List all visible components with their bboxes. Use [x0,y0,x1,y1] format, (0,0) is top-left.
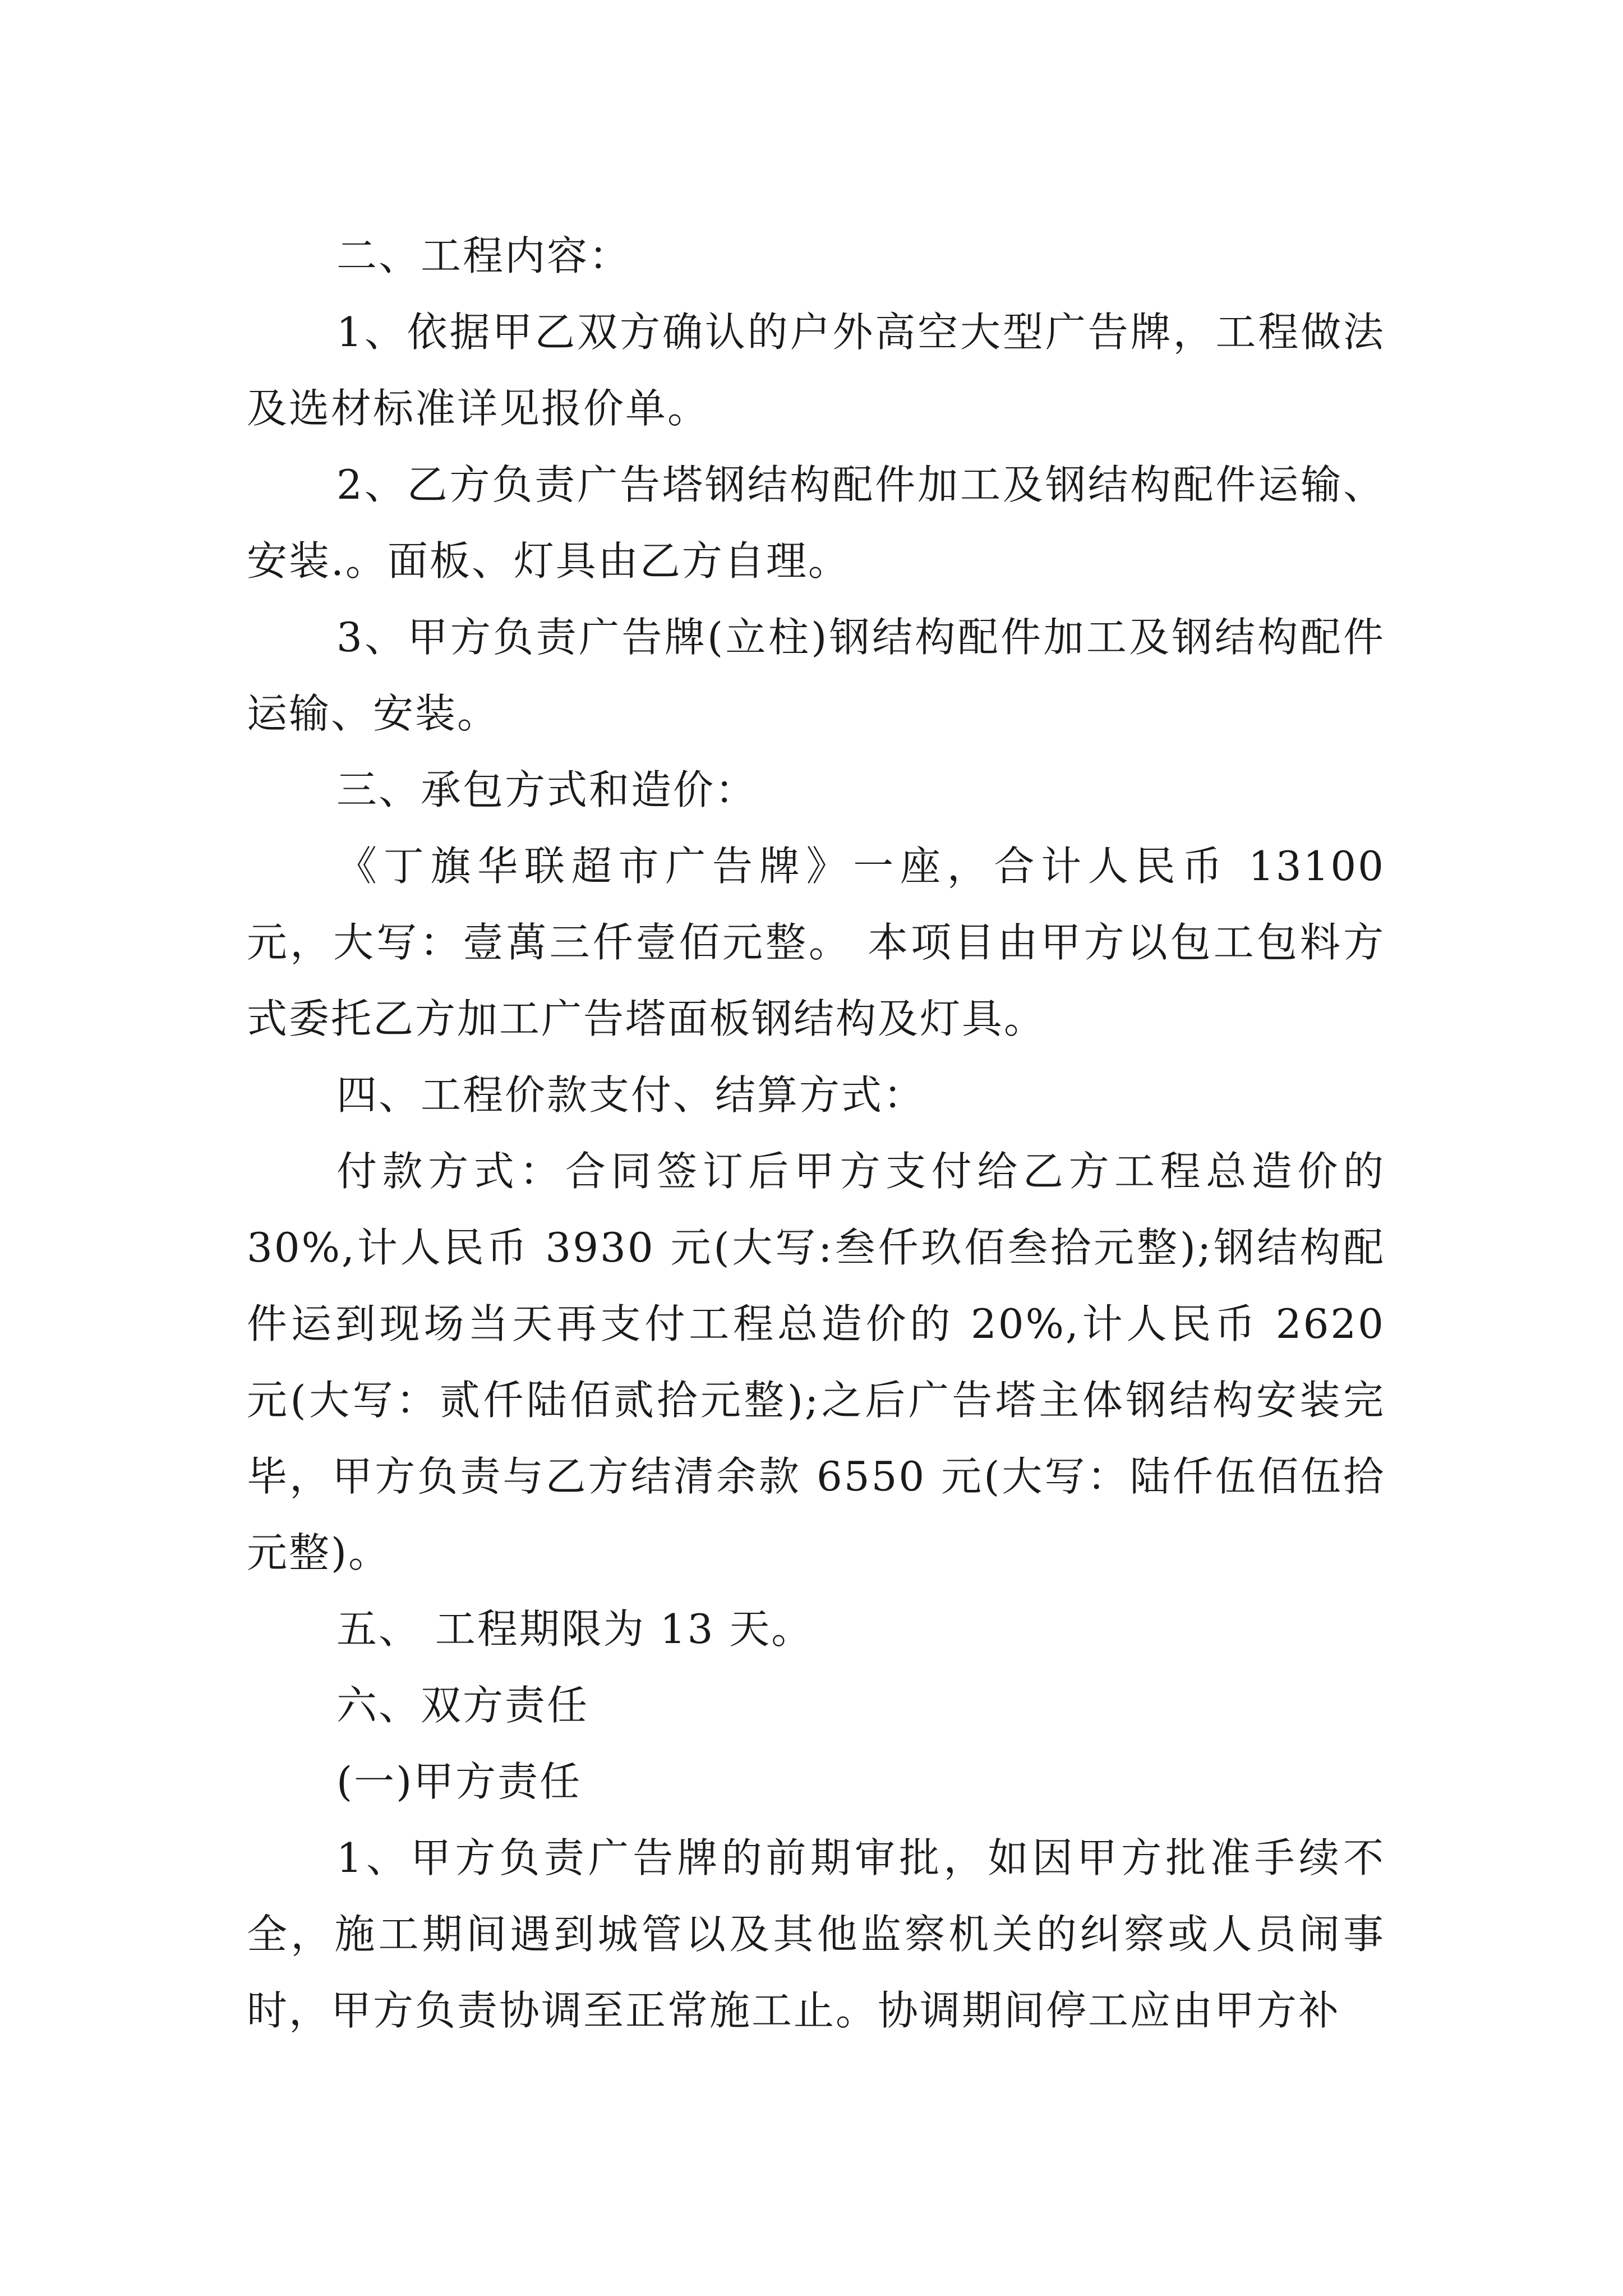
section-heading-payment: 四、工程价款支付、结算方式： [336,1071,926,1119]
clause-2-party-b-duties: 2、乙方负责广告塔钢结构配件加工及钢结构配件运输、安装.。面板、灯具由乙方自理。 [247,461,1385,585]
section-heading-responsibilities: 六、双方责任 [336,1682,589,1729]
section-heading-project-content: 二、工程内容： [336,232,631,279]
clause-1-scope: 1、依据甲乙双方确认的户外高空大型广告牌，工程做法及选材标准详见报价单。 [247,309,1385,432]
party-a-clause-1: 1、甲方负责广告牌的前期审批，如因甲方批准手续不全，施工期间遇到城管以及其他监察机关的纠察或人员闹事时，甲方负责协调至正常施工止。协调期间停工应由甲方补 [247,1834,1385,2034]
clause-3-party-a-duties: 3、甲方负责广告牌(立柱)钢结构配件加工及钢结构配件运输、安装。 [247,614,1385,737]
payment-terms-paragraph: 付款方式：合同签订后甲方支付给乙方工程总造价的30%,计人民币 3930 元(大写:叁仟玖佰叁拾元整);钢结构配件运到现场当天再支付工程总造价的 20%,计人民币 2620 元(大写：贰仟陆佰贰拾元整);之后广告塔主体钢结构安装完毕，甲方负责与乙方结清余款 6550 元(大写：陆仟伍佰伍拾元整)。 [247,1148,1385,1576]
section-heading-duration: 五、 工程期限为 13 天。 [336,1605,814,1653]
document-body [247,218,1385,2049]
subsection-heading-party-a: (一)甲方责任 [336,1758,582,1805]
price-paragraph: 《丁旗华联超市广告牌》一座，合计人民币 13100 元，大写：壹萬三仟壹佰元整。 本项目由甲方以包工包料方式委托乙方加工广告塔面板钢结构及灯具。 [247,843,1385,1042]
section-heading-contract-price: 三、承包方式和造价： [336,766,758,813]
